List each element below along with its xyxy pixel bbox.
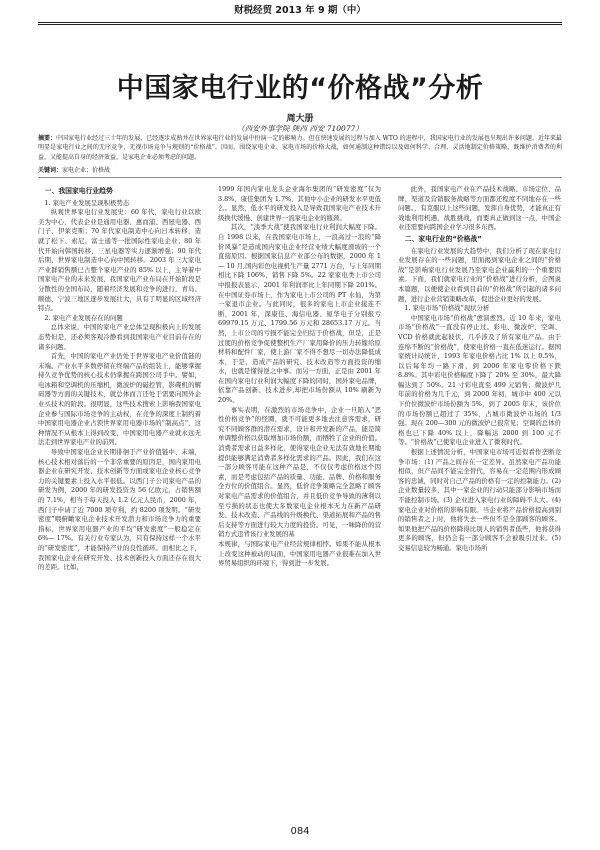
paragraph: 根据上述情况分析，中国家电市场可近似看作垄断竞争市场：(1) 产品之间存在一定差异。虽然家电产品功能相似，但产品间不能完全替代，容易在一定范围内形成顾客的忠诚，同时对自己产品的价格有一定的控制能力。(2) 企业数量较多，其中一家企业的行动只能部分影响市场而不能控制市场。(3) 企业进入家电行业的障碍不太大。(4) 家电企业对价格的影响有限。当企业将产品价格提高到别的销售者之上时，他将失去一些但不是全部顾客的顾客。如果他把产品的价格降得比别人的销售者低些，他将获得更多的顾客，但仍会有一部分顾客不会被吸引过来。(5) 交易信息较为畅通。家电市场所 <box>398 448 561 552</box>
paragraph: 此外，我国家电产业在产品技术战略、市场定位、品牌、渠道及营销服务战略等方面都还程度不同地存在一些问题。，有克服以上这些问题，发挥自身优势，才能真正有效地利用机遇，战胜挑战，而要真正做到这一点，中国企业还需要向跨国企业学习很多东西。 <box>398 185 561 232</box>
author-name: 周大册 <box>286 114 314 124</box>
paragraph: 本规律，与国际家电产业经营规律相悖。如果不能从根本上改变这种被动的局面，中国家用电器产业很难在加入世界贸易组织的环境下，得到进一步发展。 <box>218 539 381 568</box>
keywords-label: 关键词： <box>38 167 63 174</box>
paragraph: 1999 年国内家电龙头企业海尔集团的“研发密度”仅为 3.8%，康佳集团为 1.7%，其他中小企业的研发水平更低么。显然，低水平的研发投入是导致我国家电产业技术升级换代缓慢、创建世界一流家电企业的瓶颈。 <box>218 185 381 222</box>
section-heading: 二、家电行业的“价格战” <box>404 234 482 243</box>
abstract-divider <box>38 177 562 178</box>
author-affiliation: （西安外事学院 陕西 西安 710077） <box>237 124 363 133</box>
body-column-3 <box>398 185 561 815</box>
subsection-heading: 1. 家电市场“价格战”现状分析 <box>404 304 490 313</box>
header-rule-second <box>38 24 562 25</box>
subsection-heading: 2. 家电产业发展存在的问题 <box>44 313 123 322</box>
article-title: 中国家电行业的“价格战”分析 <box>116 73 484 104</box>
abstract <box>38 134 562 162</box>
paragraph: 其次，“淡季大战”使我国家电行业利润大幅度下降。自 1998 以来，在我国家电市场上，一浪高过一浪的“降价风暴”是造成国内家电企业经营业绩大幅度滑坡的一个直接原因。根据国家信息产业部公布的数据，2000 年 1 — 10 月,国内彩色电视机生产量 2771 万台，与上年同期相比下降 106%，销售下降 5%。22 家家电类上市公司中报报表显示，2001 年利润率比上年同期下降 201%。在中国证券市场上，作为家电上市公司的 PT 水仙，为第一家退市企业。与此同时，很多的家电上市企业接连不断，2001 年，深康佳、海信电器、厦华电子分别报亏 69979.15 万元、1799.56 万元和 28653.17 万元。当然，上市公司的亏损不能完全归结于价格战，但是，正是过度的价格竞争促使整机生产厂家用降价的压力转嫁给原材料和配件厂家，使上游厂家不得不想尽一切办法降低成本，于是，造成产品的研究、技术改造等方面投资的缩水，也就是懂得逆之中事。而另一方面，正是由 2001 年在国内家电行业利润大幅度下降的同时，国外家电品牌，依靠产品创新、技术进步,却把市场份额从 10% 刷新为 20%。 <box>218 223 381 405</box>
paragraph: 首先，中国的家电产业仍处于世界家电产业价值链的末端。产业水平多数停留在终端产品的组装上，能够掌握持久竞争优势的核心技术仍掌握在跨国公司手中。譬如，电冰箱和空调机的压缩机，微波炉的磁控管，影碟机的解码器等方面的关键技术，就总体而言还处于需要向国外企业买技术的阶段。很明显，这些技术搜索上影响我国家电企业参与国际市场竞争的主动权，在竞争的深度上制约着中国家用电器企业占领世界家用电器市场的“制高点”，这种情况不从根本上得到改变，中国家用电器产业就永远无法走到世界家电产业的前列。 <box>38 352 201 447</box>
section-heading: 一、我国家电行业趋势 <box>44 187 113 195</box>
body-column-2 <box>218 185 381 815</box>
page-number: 084 <box>290 826 310 837</box>
paragraph: 导致中国家电企业长期徘徊于产业价值链中、末端，核心技术相对落后的一个非常重要的原因是，国内家用电器企业在研究开发、技术创新等方面或家电企业核心竞争力的关键要素上投入水平很低。以西门子公司家电产品的研发为例，2000 年的研发投资为 56 亿欧元，占销售额的 7.1%，相当于每天投入 1.2 亿元人民币，2000 年，西门子申请了近 7000 项专利，约 8200 项发明。“研发密度”喂俯瞰家电企业技术开发潜力和市场竞争力的重要指标，世界家用电器产业的平均“研发密度”一般稳定在 6%— 17%。有关行业专家认为，只有保持这样一个水平的“研发密度”，才能保持产业的良性循环。而相比之下，我国家电企业在研究开发、技术创新投入方面还存在很大的差距。比如， <box>38 448 201 572</box>
abstract-text: 中国家电行业经过三十年的发展，已经逐步成熟并在世界家电行业的发展中扮演一定的影响力。但在快速发展的过程与加入 WTO 的进程中，我国家电行业的发展也呈现出许多问题。近年来最明显是家电行业之间的无序竞争，无视市场竞争与规则的“价格战”。因而，围绕家电企业、家电市场的价格大战，如何通制这种错综以及如何科学、合理、灵活地制定价格策略，既维护消费者的利益，又能提高自身的经济效益，是家电企业必须考虑的问题。 <box>38 135 562 161</box>
abstract-label: 摘要： <box>38 135 57 142</box>
keywords-text: 家电企业；价格战 <box>62 167 111 174</box>
paragraph: 在家电行业发展的大趋势中，我们分析了现在家电行业发展存在的一些问题，里面揭到家电企业之间的“价格战”是影响家电行业发展乃至家电企业赢利的一个重要因素。下面，我们就家电行业的“价格战”进行分析，会图说本篇题，以便使企业看到目前的“价格战”所引起的诸多问题，进行企业营销策略改革，促进企业更好的发展。 <box>398 246 561 303</box>
running-header: 财税经贸 2013 年 9 期（中） <box>234 5 366 16</box>
subsection-heading: 1. 家电产业发展呈现积极势态 <box>44 198 130 207</box>
paragraph: 事实表明，在激烈的市场竞争中，企业一旦陷入“恶性价格竞争”的怪圈，就不可能更多地去注意客需求，研究不同顾客群的潜在需求，设计和开发新的产品，能是简单调整价格以获取增加市场份额，而牺牲了企业的价值。消费者需求日益多样化，使得家电企业无法有效地长期地提供能够满足消费者多样化需求的产品。因此，我们在这一部分顾客可能在这种产品是，不仅仅考虑价格这个因素，而是考虑包括产品的质量、功能、品牌、价格和服务全方位的价值组合。显然，低价竞争策略完全忽略了顾客对家电产品需求的价值组合，并且低价竞争导致的薄利以至亏损的状态也使大多数家电企业根本无力在新产品研发、技术改造、产品线的升级换代、渠道拓展和产品的售后支持等方面进行较大力度的投资。可见，一味降价的营销方式违背该行业发展的基 <box>218 405 381 539</box>
header-rule <box>38 22 562 23</box>
paragraph: 纵观世界家电行业发展史：60 年代，家电行业以欧美为中心，代表企业是通用电器、惠而浦、西屋电器、西门子、伊莱克斯；70 年代家电制造中心向日本转移，造就了松下、索尼、富士通等一批国际性家电企业；80 年代开始向韩国转移，三星电器等实力逐渐增强；90 年代后期，世界家电制造中心向中国转移。2003 年三大家电产业群销售额已占整个家电产业的 85% 以上，主导着中国家电产业的未来发展，我国家电产业布局在开始阶段是分散性的全国布局，随着经济发展和竞争的进行，青岛、顺德、宁波三地区逐步发展壮大，具有了明显的区域经济特点。 <box>38 208 201 313</box>
keywords <box>38 166 562 175</box>
paragraph: 中国家电市场“价格战”愈演愈烈。近 10 年来，家电市场“价格战”一直没有停止过。彩电、微波炉、空调、VCD 价格就此起彼伏，几乎涉及了所有家电产品。由于连绵不断的“价格战”，使家电价格一直在低迷运行。据国家统计局统计，1993 年家电价格占比 1% 以上 0.5%，以后每年均一路下滑，到 2006 年家电零价格下跌 8.8%。其中彩电价格幅度下降了 20% 至 30%，最大降幅达到了 50%。21 寸彩电直至 499 元销售；微波炉几年前的价格为几千元，到 2000 年初，城市中 400 元以下价位微波炉市场份额为 5%，到了 2005 年末，该价位的市场份额已超过了 35%，占城市微波炉市场的 1/3 强。现在 200—300 元的微波炉已很常见；空调的总体价格也已下降 40% 以上，降幅达 2000 到 100 元不等。“价格战”已使家电企业进入了微利时代。 <box>398 313 561 447</box>
paragraph: 总体来说，中国的家电产业总体呈现积极向上的发展态势但是，还必须客观冷静看到我国家电产业目前存在的诸多问题。 <box>38 323 201 351</box>
body-column-1 <box>38 185 201 815</box>
